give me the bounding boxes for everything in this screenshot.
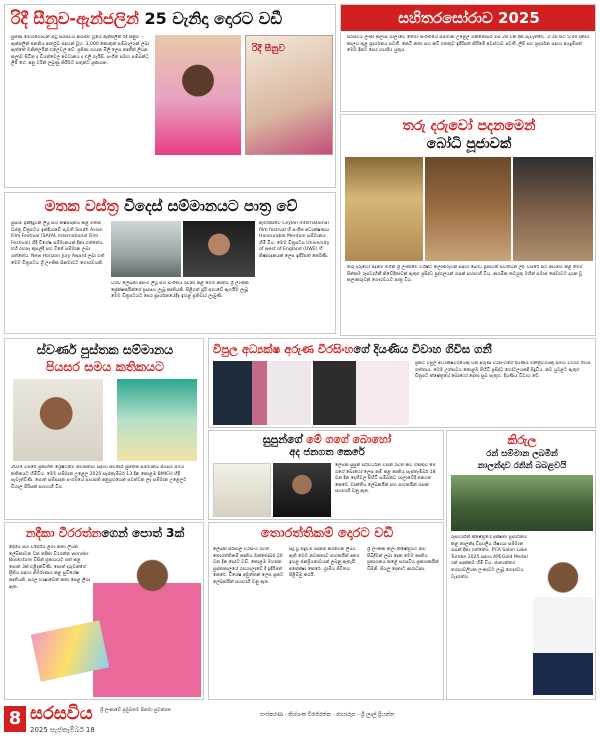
page-number-badge (4, 706, 26, 732)
article-kirula (446, 430, 596, 700)
supun-headline-1 (209, 434, 444, 446)
kirula-landscape-photo (451, 475, 593, 531)
ridi-book-title: රිදී සීනුව (252, 44, 285, 54)
swarna-book-cover (117, 379, 197, 461)
article-swarna-pusthaka (4, 338, 204, 520)
mathaka-headline-red: මතක වස්ත්‍ර (44, 197, 119, 215)
supun-headline-red: මේ ගගේ බොහෝ (306, 433, 392, 446)
tharu-headline-2: බෝධි පූජාවක් (426, 136, 512, 152)
mathaka-headline (5, 199, 336, 215)
ridi-body: පුජිණ මොරගොඩින් මිටු සරසවිය ආරම්භ වූයේ ඇන්ජලින් රිදී සීනුව - ඇන්ජලින් ජනනිය ආර්තුව සඳහන් වූහ. 3,000 කොතුක් සම්බාලයන් ලබා ඇත්තේ ඔනින්ලයින් එලෙවල් වේ. ප්‍රජිණ ගායක මිලි ලෙස කෘතීන් ලියන කලාව සිටින ද වියත්වෙල අවධානය ද එලි ගැයිසි. සංගීත සමඟ සම්බන්ධ ලිපි ගේ. අනු වරින් ලබුණු කිරීමට සතුන්ට ප්‍රකාශන. (11, 35, 150, 67)
ridi-headline (11, 11, 282, 28)
kirula-headline-2: රන් සම්මාන ලබමින් (486, 449, 558, 459)
article-tharu-daruwo (340, 114, 596, 336)
nadeeka-headline (5, 527, 204, 540)
supun-headline-2: අද ජනගත කෙරේ (289, 447, 365, 458)
nadeeka-headline-red: නදීකා වීරරත්න (25, 526, 102, 540)
mathaka-col2: විශ්ව ලේඛනා අසංග ලියූ සහ සංගීතය රචනා කළ මෙම කෘතිය ශ්‍රී ලාංකික ප්‍රේක්ෂකයින්ගේ ප්‍රසාදය ලැබූ කෘතියකි. පිළිගත් ජූරි සභාවේ ඇගයීම ලැබූ මෙම චිත්‍රපටයට පෙර ප්‍රදර්ශනයේදීද ඉහළ ප්‍රතිචාර ලැබුණි. (111, 281, 249, 300)
thoraththikam-col1: ලේඛක සිරිපාල වීරසිංහ රචිත තොරත්තිකම් කෘතිය ඔක්තෝබර් 20 වන දින දොරට වඩී. කොළඹ මහජන පුස්තකාලයේ රඟශාලාවේ දී ඉදිරිපත් කෙරේ. විශේෂ අමුත්තන් ලෙස ප්‍රකට ලේඛකයින් සහභාගී වනු ඇත. (213, 547, 284, 585)
vipula-headline-black: ගේ දියණිය විවාහ ගිවිස ගනී (353, 342, 492, 356)
sahithara-headline: සහිතරසෝරාව 2025 (398, 9, 540, 27)
kirula-headline-3: නාලන්දාව රනින් බබළවයි (477, 461, 567, 471)
kirula-student-photo (533, 555, 593, 695)
swarna-headline-1: ස්වර්ණ පුස්තක සම්මානය (36, 342, 174, 357)
tharu-body: තරු දරුවෝ පදනම මගින් ශ්‍රී ලංකාවේ විශිෂ්ට කලාකරුවන් සඳහා බෝධි පූජාවක් පවත්වන ලදී. වසරේ සිට ආරම්භ කළ මෙම පින්කම රූපවාහිනී නිවේදිකාවන් ඇතුළු ප්‍රසිද්ධ පුද්ගලයන් රැසක් සහභාගී විය. ආගමික කටයුතු මගින් සමාජ සේවාවට දායක වූ කලාකරුවන් ගෞරවයට පාත්‍ර විය. (347, 265, 583, 284)
tharu-headline-1: තරු දරුවෝ පදනමෙන් (402, 118, 536, 134)
ridi-headline-black: 25 වැනිදා දොරට වඩී (144, 9, 283, 28)
footer-credit-line: සංස්කරණ - නිශ්ශංක විජේරත්න · ඡායාරූප - ශ්‍රී ලාල් ප්‍රියන්ත (260, 712, 395, 718)
article-sahitharasorawa (340, 4, 596, 112)
tharu-photo-offering (425, 157, 511, 261)
vipula-headline (213, 343, 492, 355)
vipula-headline-red: විපුල අධ්‍යක්ෂ අරුණ වීරසිංහ (213, 342, 354, 356)
supun-author-photo (273, 463, 331, 517)
sahithara-body: සරසවිය ලංකා කලාප ශාලාවේ තේමා සංගීතයේ සම්මාන උළෙල ඔක්තෝබර් මස 28 වන දින පැවැත්වේ. 2:30 සිට 5:00 දක්වා කාලය තුළ ප්‍රදර්ශනය පවතී. කෙටි කතා සහ කවි එකතුව ඉදිරිපත් කිරීමේ අවස්ථාව පවතී. ලිපි සහ ප්‍රදර්ශන සඳහා අයදුම්පත් මෙම දිනට පෙර භාරදිය යුතුය. (347, 35, 590, 54)
swarna-body: 2024 වසරේ ප්‍රකාශිත ශ්‍රේෂ්ඨතම නවකතාව සඳහා ස්වර්ණ පුස්තක සම්මානය පියසර සමය කතිකයට හිමිවිය. මෙම සම්මාන උළෙල 2025 සැප්තැම්බර් 13 දින කොළඹ BMICH හිදී පැවැත්විණි. පොත් සම්පාදන සංගමයේ සභාපති අනුග්‍රහයෙන් පවත්වන ලද සම්මාන උළෙලට විශාල පිරිසක් සහභාගී විය. (11, 465, 187, 490)
sahithara-banner (341, 5, 596, 31)
mathaka-poster (111, 221, 181, 277)
mathaka-col1: පුසාමි ඉන්දිදුවන් ලියූ සහ නිෂ්පාදනය කළ මතක වස්ත්‍ර චිත්‍රපටය ඉන්දියාවේ පැවති South Asian Film Festival (SAFAL International Film Festival) හිදී විශේෂ සම්මානයක් දිනා ගත්තේය. එහි රඟපෑ කුසල්දි සහ විජේ සම්මාන ලබා ගත්තේය. New Horizon Jury Award ලබා ගත් මෙම චිත්‍රපටය ශ්‍රී ලාංකික සිනමාවට ගෞරවයකි. (11, 221, 105, 266)
article-ridi-seenuwa (4, 4, 336, 188)
tharu-photo-group (513, 157, 593, 261)
thoraththikam-col3: ශ්‍රී ලාංකික කලා ක්ෂේත්‍රයට නව පිබිදීමක් ලබා දෙන මෙම කෘතිය ප්‍රකාශනය කළේ සරසවිය ප්‍රකාශකයින් විසිනි. සියලු දෙනාට ආරාධනා. (367, 547, 439, 572)
thoraththikam-headline: තොරත්තිකම් දොරට වඩී (260, 526, 394, 541)
vipula-body: ප්‍රකට විපුල අධ්‍යක්ෂවරයෙකු වන අරුණ වීරසිංහගේ දියණිය මන්ත්‍රීවරයකු සමඟ විවාහ ගිවිස ගත්තාය. මෙම උත්සවය කොළඹ පිහිටි ප්‍රසිද්ධ හෝටලයකදී සිදුවිය. නව යුවළට ඇතුළු චිත්‍රපට ක්ෂේත්‍රයේ බොහෝ දෙනා සුබ පැතූහ. දියණිය විවාහ වේ. (415, 361, 591, 380)
article-mathaka-wasthra (4, 192, 336, 334)
ridi-portrait-photo (155, 35, 241, 155)
article-nadeeka (4, 522, 204, 700)
page-number: 8 (8, 708, 22, 729)
mathaka-col3: ඇමරිකාවේ Ceylon International film festival හි සංගීත අධ්‍යක්ෂණය Honourable Mention සම්මානය හිමි විය. මෙම චිත්‍රපටය University of west of England (UWE) හි නිෂ්පාදනයක් ලෙස ඉදිරිපත් කෙරිණි. (259, 221, 330, 259)
kirula-body: රූපවාහිනී ක්ෂේත්‍රයේ දක්ෂතා ප්‍රදර්ශනය කළ නාලන්දා විද්‍යාලීය ශිෂ්‍යයා සම්මාන රැසක් දිනා ගත්තේය. PCA Salon Lake Tumbe 2025 සඳහා APEGold Medal රන් පදක්කම හිමි විය. ජාත්‍යන්තර තරඟාවලියක ලංකාවට ලැබූ ගෞරවය වැදගත්ය. (451, 535, 528, 580)
kirula-headline-1: කිරුල (507, 433, 537, 447)
supun-headline-black: සුපුන්ගේ (262, 433, 303, 446)
ridi-headline-red: රිදී සීනුව-ඇන්ජලින් (11, 9, 139, 28)
article-thoraththikam (208, 522, 444, 700)
ridi-book-cover (245, 35, 333, 155)
article-vipula (208, 338, 596, 428)
vipula-couple-photo-2 (313, 361, 409, 425)
brand-name: සරසවිය (30, 703, 93, 724)
mathaka-headline-black: විදෙස් සම්මානයට පාත්‍ර වේ (123, 197, 298, 215)
nadeeka-headline-black: ගෙන් පොත් 3ක් (101, 526, 185, 540)
swarna-headline-2: පියසර සමය කතිකයට (45, 359, 165, 374)
tharu-photo-shrine (345, 157, 423, 261)
mathaka-actor-photo (183, 221, 255, 277)
nadeeka-body: දේශීය සහ විදේශීය ළමා කතා ලියන ලේඛිකාවක වන නදීකා වීරරත්න wonder Bookstore විසින් ප්‍රකාශයට පත් කළ පොත් 3ක් එළිදැක්විණි. පොත් දරුවන්ගේ ප්‍රීතිය සඳහා නිර්මාණය කළ සුවිශේෂ කෘතියකි. සරල භාෂාවෙන් කතා පෙළ ලියා ඇත. (9, 545, 91, 590)
supun-book-cover (213, 463, 271, 517)
swarna-author-photo (13, 379, 103, 461)
vipula-couple-photo (213, 361, 311, 425)
supun-body: ලේඛක සුපුන් සිරිවර්ධන විසින් රචිත කවි එකතුව මේ ගගේ බොහෝ ලෙස නම් කළ කෘතිය සැප්තැම්බර් 18 වන දින දෙහිවල පිහිටි සම්බන්ධ ශාලාවේදී ජනගත කෙරේ. වෘත්තීය ලේඛකයින් සහ පාඨකයින් රැසක් සහභාගී වනු ඇත. (335, 463, 436, 495)
brand-tagline: ශ්‍රී ලංකාවේ ප්‍රමුඛතම සිනමා පුවත්පත (100, 708, 172, 713)
thoraththikam-col2: සිදු වූ සිදුවීම් පදනම් කරගෙන ලියවී ඇති මෙම නවකතාව පාඨකයින් අතර ඉහළ ජනප්‍රියතාවයක් ලබනු ඇතැයි අපේක්ෂා කෙරේ. ග්‍රාමීය ජීවිතය පිළිබිඹු කරයි. (289, 547, 360, 579)
article-supun (208, 430, 444, 520)
nadeeka-author-photo (93, 545, 201, 697)
issue-date: 2025 සැප්තැම්බර් 18 (30, 726, 95, 734)
